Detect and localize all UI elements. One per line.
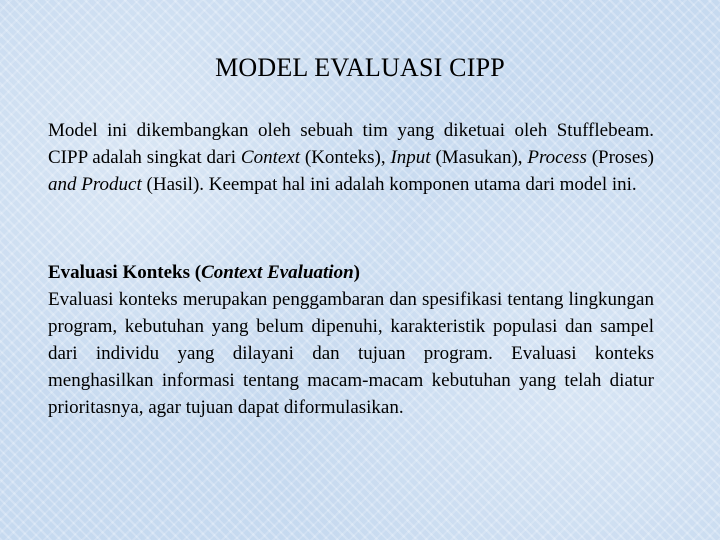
context-evaluation-section <box>48 259 654 421</box>
intro-text-5: (Hasil). Keempat hal ini adalah komponen utama dari model ini. <box>141 174 637 195</box>
term-process: Process <box>527 147 587 168</box>
intro-text-3: (Masukan), <box>430 147 528 168</box>
term-input: Input <box>390 147 431 168</box>
section-heading <box>48 259 654 286</box>
intro-text-4: (Proses) <box>586 147 654 168</box>
slide-title: MODEL EVALUASI CIPP <box>215 53 505 82</box>
intro-text-1: Model ini dikembangkan oleh sebuah tim yang diketuai oleh Stufflebeam. CIPP adalah singkat dari <box>48 120 654 168</box>
intro-paragraph <box>48 117 654 198</box>
intro-text-2: (Konteks), <box>300 147 391 168</box>
section-heading-italic: Context Evaluation <box>201 262 354 283</box>
term-and-product: and Product <box>48 174 142 195</box>
term-context: Context <box>240 147 301 168</box>
section-body: Evaluasi konteks merupakan penggambaran dan spesifikasi tentang lingkungan program, kebutuhan yang belum dipenuhi, karakteristik populasi dan sampel dari individu yang dilayani dan tujuan program. Evaluasi konteks menghasilkan informasi tentang macam-macam kebutuhan yang telah diatur prioritasnya, agar tujuan dapat diformulasikan. <box>48 289 654 418</box>
section-heading-b: ) <box>353 262 360 283</box>
section-heading-a: Evaluasi Konteks ( <box>48 262 202 283</box>
